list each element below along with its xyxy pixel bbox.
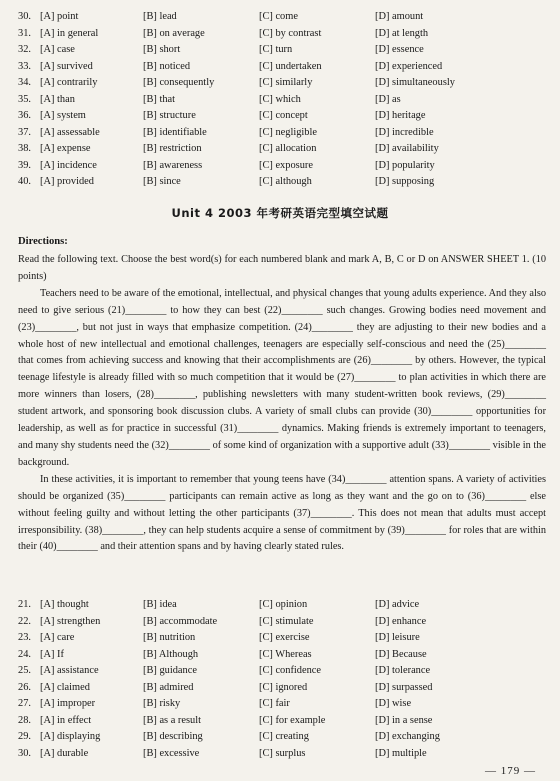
option-row — [18, 108, 548, 125]
question-number: 32. — [18, 44, 31, 55]
option-d: [D] supposing — [375, 176, 435, 187]
option-c: [C] opinion — [259, 599, 308, 610]
option-a: [A] system — [40, 110, 86, 121]
option-b: [B] since — [143, 176, 181, 187]
option-d: [D] multiple — [375, 747, 427, 759]
option-d: [D] amount — [375, 11, 424, 22]
option-row — [18, 647, 548, 664]
top-options-list — [18, 9, 548, 191]
option-row — [18, 141, 548, 158]
option-c: [C] negligible — [259, 126, 318, 138]
question-number: 35. — [18, 93, 31, 105]
option-b: [B] lead — [143, 11, 177, 22]
option-b: [B] on average — [143, 27, 205, 39]
option-row — [18, 630, 548, 647]
option-row — [18, 75, 548, 92]
option-b: [B] idea — [143, 599, 177, 610]
option-c: [C] confidence — [259, 665, 322, 676]
option-c: [C] for example — [259, 714, 326, 726]
option-b: [B] admired — [143, 681, 194, 693]
question-number: 29. — [18, 731, 31, 742]
option-row — [18, 614, 548, 631]
option-a: [A] durable — [40, 747, 89, 759]
question-number: 34. — [18, 77, 31, 88]
option-a: [A] assistance — [40, 665, 99, 676]
option-a: [A] contrarily — [40, 77, 98, 88]
directions-label: Directions: — [18, 236, 68, 247]
option-row — [18, 174, 548, 191]
option-row — [18, 9, 548, 26]
passage-paragraph-2: In these activities, it is important to remember that young teens have (34)________ attention spans. A variety of activities should be organized (35)________ participants can remain active as long as they want and the go on to (36)________ else without feeling guilty and without letting the other participants (37)________. This does not mean that adults must accept irresponsibility. (38)________, they can help students acquire a sense of commitment by (39)________ for roles that are within their (40)________ and their attention spans and by having clearly stated rules. — [18, 473, 546, 553]
option-d: [D] as — [375, 93, 401, 105]
question-number: 31. — [18, 27, 31, 39]
option-a: [A] strengthen — [40, 615, 101, 627]
option-c: [C] which — [259, 93, 301, 105]
option-row — [18, 26, 548, 43]
option-c: [C] Whereas — [259, 648, 312, 660]
option-b: [B] as a result — [143, 714, 201, 726]
option-a: [A] case — [40, 44, 75, 55]
option-a: [A] expense — [40, 143, 91, 154]
option-c: [C] similarly — [259, 77, 313, 88]
question-number: 24. — [18, 648, 31, 660]
option-row — [18, 680, 548, 697]
passage — [18, 252, 546, 556]
option-d: [D] experienced — [375, 60, 443, 72]
option-c: [C] by contrast — [259, 27, 322, 39]
option-d: [D] availability — [375, 143, 439, 154]
option-d: [D] wise — [375, 698, 412, 709]
option-d: [D] exchanging — [375, 731, 440, 742]
option-a: [A] displaying — [40, 731, 101, 742]
option-c: [C] ignored — [259, 681, 308, 693]
option-d: [D] advice — [375, 599, 420, 610]
question-number: 38. — [18, 143, 31, 154]
question-number: 37. — [18, 126, 31, 138]
option-b: [B] accommodate — [143, 615, 218, 627]
option-row — [18, 92, 548, 109]
option-a: [A] in effect — [40, 714, 92, 726]
option-c: [C] exposure — [259, 159, 313, 171]
option-a: [A] incidence — [40, 159, 97, 171]
option-a: [A] assessable — [40, 126, 100, 138]
question-number: 30. — [18, 11, 31, 22]
question-number: 40. — [18, 176, 31, 187]
option-d: [D] heritage — [375, 110, 426, 121]
option-d: [D] incredible — [375, 126, 434, 138]
option-d: [D] surpassed — [375, 681, 433, 693]
question-number: 25. — [18, 665, 31, 676]
option-b: [B] risky — [143, 698, 181, 709]
option-b: [B] that — [143, 93, 176, 105]
option-c: [C] stimulate — [259, 615, 314, 627]
unit-title: Unit 4 2003 年考研英语完型填空试题 — [171, 206, 389, 220]
question-number: 33. — [18, 60, 31, 72]
option-a: [A] improper — [40, 698, 96, 709]
option-row — [18, 729, 548, 746]
option-c: [C] fair — [259, 698, 290, 709]
question-number: 36. — [18, 110, 31, 121]
question-number: 26. — [18, 681, 31, 693]
question-number: 21. — [18, 599, 31, 610]
option-a: [A] If — [40, 648, 64, 660]
option-row — [18, 746, 548, 763]
question-number: 27. — [18, 698, 31, 709]
option-d: [D] in a sense — [375, 714, 433, 726]
option-row — [18, 696, 548, 713]
option-c: [C] although — [259, 176, 312, 187]
option-d: [D] Because — [375, 648, 427, 660]
option-b: [B] short — [143, 44, 181, 55]
option-c: [C] allocation — [259, 143, 317, 154]
option-d: [D] simultaneously — [375, 77, 455, 88]
option-c: [C] come — [259, 11, 298, 22]
option-row — [18, 42, 548, 59]
question-number: 22. — [18, 615, 31, 627]
option-a: [A] than — [40, 93, 75, 105]
passage-paragraph-1: Teachers need to be aware of the emotional, intellectual, and physical changes that young adults experience. And they also need to give serious (21)________ to how they can best (22)________ such changes. Growing bodies need movement and (23)________, but not just in ways that emphasize competition. (24)________ they are adjusting to their new bodies and a whole host of new intellectual and emotional challenges, teenagers are especially self-conscious and need the (25)________ that comes from achieving success and knowing that their accomplishments are (26)________ by others. However, the typical teenage lifestyle is already filled with so much competition that it would be (27)________ to plan activities in which there are more winners than losers, (28)________, publishing newsletters with many student-written book reviews, (29)________ student artwork, and sponsoring book discussion clubs. A variety of small clubs can provide (30)________ opportunities for leadership, as well as for practice in successful (31)________ dynamics. Making friends is extremely important to teenagers, and many shy students need the (32)________ of some kind of organization with a supportive adult (33)________ visible in the background. — [18, 287, 546, 468]
directions-text: Read the following text. Choose the best word(s) for each numbered blank and mark A, B, C or D on ANSWER SHEET 1. (10 points) — [18, 254, 546, 282]
option-b: [B] identifiable — [143, 126, 207, 138]
option-c: [C] exercise — [259, 632, 310, 643]
option-d: [D] essence — [375, 44, 424, 55]
question-number: 30. — [18, 747, 31, 759]
option-d: [D] popularity — [375, 159, 435, 171]
option-c: [C] concept — [259, 110, 308, 121]
option-row — [18, 59, 548, 76]
option-c: [C] creating — [259, 731, 309, 742]
option-c: [C] surplus — [259, 747, 306, 759]
option-row — [18, 158, 548, 175]
option-a: [A] claimed — [40, 681, 90, 693]
option-b: [B] restriction — [143, 143, 202, 154]
option-b: [B] Although — [143, 648, 199, 660]
option-a: [A] survived — [40, 60, 93, 72]
option-d: [D] leisure — [375, 632, 420, 643]
option-b: [B] structure — [143, 110, 196, 121]
page-number: — 179 — — [485, 765, 536, 777]
option-b: [B] excessive — [143, 747, 200, 759]
question-number: 28. — [18, 714, 31, 726]
option-row — [18, 663, 548, 680]
option-row — [18, 125, 548, 142]
option-a: [A] point — [40, 11, 79, 22]
option-a: [A] care — [40, 632, 75, 643]
option-d: [D] at length — [375, 27, 429, 39]
option-c: [C] turn — [259, 44, 293, 55]
option-b: [B] guidance — [143, 665, 197, 676]
option-a: [A] thought — [40, 599, 89, 610]
option-c: [C] undertaken — [259, 60, 322, 72]
option-d: [D] enhance — [375, 615, 427, 627]
option-b: [B] awareness — [143, 159, 203, 171]
option-a: [A] provided — [40, 176, 94, 187]
option-b: [B] consequently — [143, 77, 215, 88]
option-b: [B] nutrition — [143, 632, 196, 643]
option-a: [A] in general — [40, 27, 99, 39]
question-number: 23. — [18, 632, 31, 643]
option-row — [18, 597, 548, 614]
option-d: [D] tolerance — [375, 665, 431, 676]
question-number: 39. — [18, 159, 31, 171]
bottom-options-list — [18, 597, 548, 762]
option-b: [B] noticed — [143, 60, 191, 72]
option-row — [18, 713, 548, 730]
option-b: [B] describing — [143, 731, 203, 742]
